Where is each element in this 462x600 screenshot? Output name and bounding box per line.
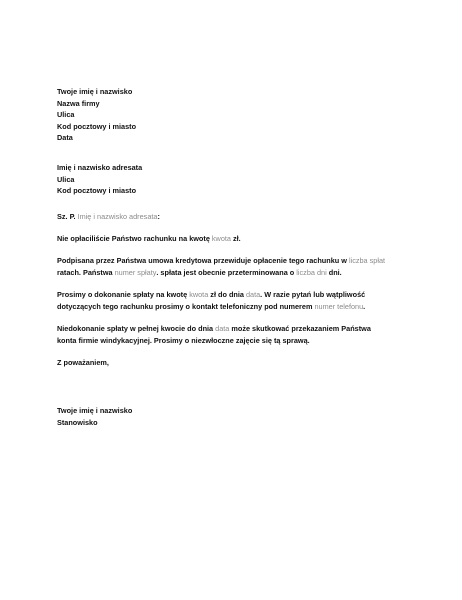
sender-date: Data — [57, 133, 73, 143]
letter-closing: Z poważaniem, — [57, 358, 109, 367]
sender-street: Ulica — [57, 110, 75, 120]
recipient-address-block — [57, 162, 417, 197]
date-placeholder: data — [215, 324, 230, 333]
greeting-suffix: : — [157, 212, 160, 221]
amount-placeholder: kwota — [189, 290, 209, 299]
payment-request-line-2: dotyczących tego rachunku prosimy o kontakt telefoniczny pod numerem numer telefonu. — [57, 301, 366, 311]
greeting-prefix: Sz. P. — [57, 212, 78, 221]
amount-placeholder: kwota — [211, 234, 231, 243]
days-overdue-placeholder: liczba dni — [296, 267, 327, 277]
installment-number-placeholder: numer spłaty — [114, 267, 157, 277]
signature-name: Twoje imię i nazwisko — [57, 406, 133, 415]
recipient-name: Imię i nazwisko adresata — [57, 163, 143, 172]
sender-company: Nazwa firmy — [57, 98, 100, 108]
recipient-name-placeholder: Imię i nazwisko adresata — [77, 212, 158, 221]
credit-agreement-line-2: ratach. Państwa numer spłaty. spłata jest obecnie przeterminowana o liczba dni dni. — [57, 267, 342, 277]
phone-number-placeholder: numer telefonu — [314, 301, 364, 311]
sender-postal-city: Kod pocztowy i miasto — [57, 121, 137, 131]
collection-warning-line-1: Niedokonanie spłaty w pełnej kwocie do dnia data może skutkować przekazaniem Państwa — [57, 324, 371, 333]
payment-notice-paragraph — [57, 233, 417, 245]
signature-block — [57, 405, 417, 428]
sender-name: Twoje imię i nazwisko — [57, 87, 133, 96]
sender-address-block — [57, 86, 417, 144]
payment-request-paragraph — [57, 289, 417, 312]
credit-agreement-line-1: Podpisana przez Państwa umowa kredytowa przewiduje opłacenie tego rachunku w liczba spłat — [57, 256, 386, 265]
collection-warning-line-2: konta firmie windykacyjnej. Prosimy o niezwłoczne zajęcie się tą sprawą. — [57, 335, 310, 345]
date-placeholder: data — [245, 290, 261, 299]
signature-position: Stanowisko — [57, 417, 98, 427]
recipient-street: Ulica — [57, 174, 75, 184]
payment-notice-line: Nie opłaciliście Państwo rachunku na kwotę kwota zł. — [57, 234, 241, 243]
recipient-postal-city: Kod pocztowy i miasto — [57, 186, 137, 196]
collection-warning-paragraph — [57, 323, 417, 346]
letter-greeting — [57, 211, 417, 223]
credit-agreement-paragraph — [57, 255, 417, 278]
installment-count-placeholder: liczba spłat — [348, 256, 386, 265]
payment-request-line-1: Prosimy o dokonanie spłaty na kwotę kwota zł do dnia data. W razie pytań lub wątpliwość — [57, 290, 366, 299]
